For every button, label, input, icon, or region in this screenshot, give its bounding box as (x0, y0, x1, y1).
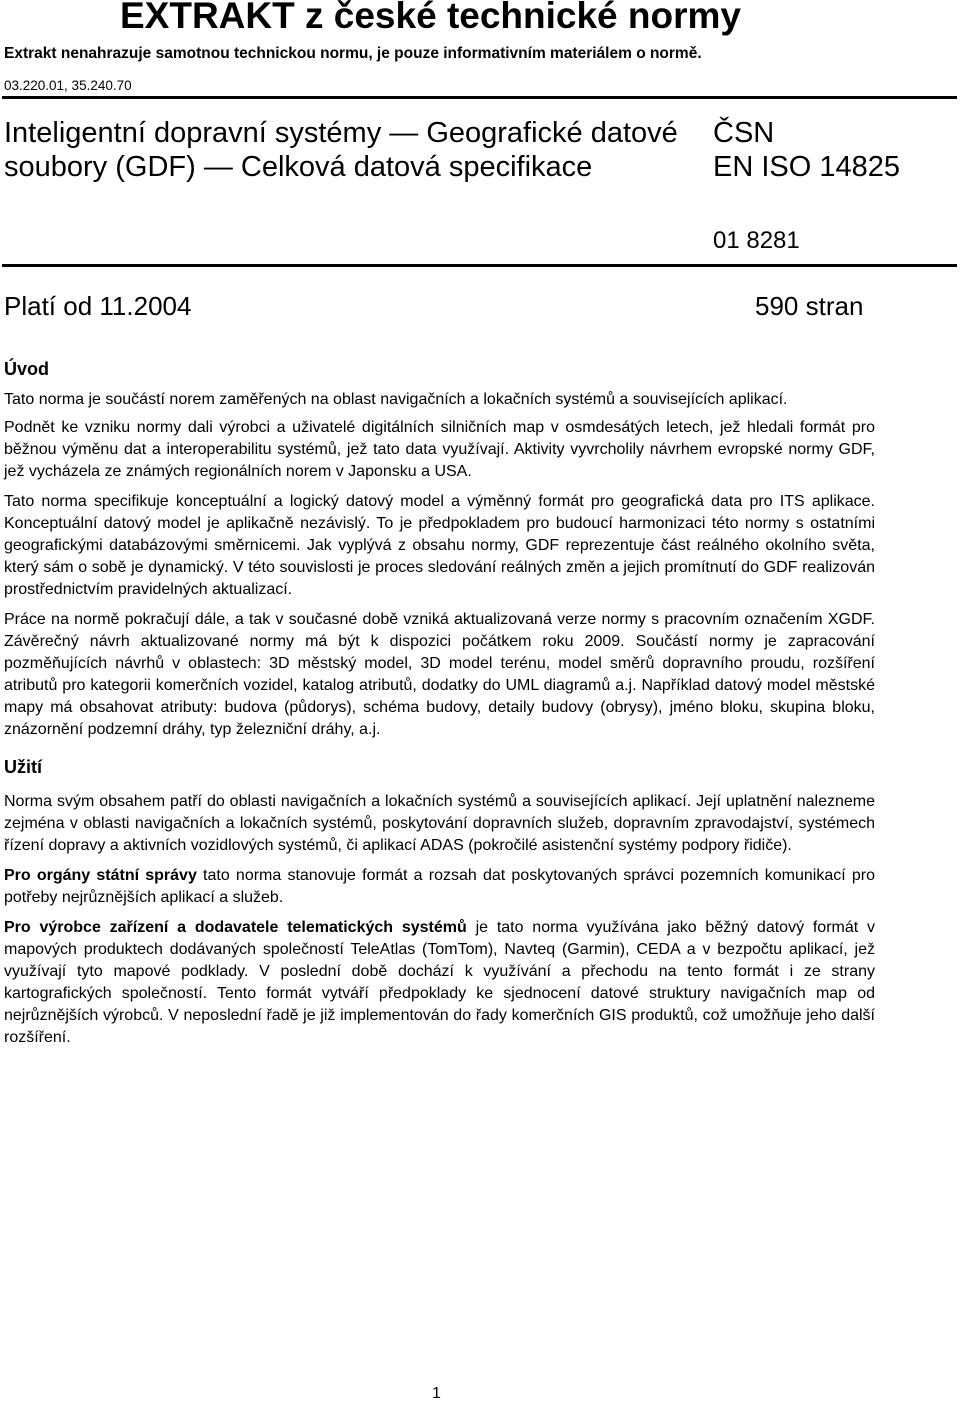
intro-paragraph-1: Tato norma je součástí norem zaměřených na oblast navigačních a lokačních systémů a souvisejících aplikací. (4, 391, 788, 408)
ics-code: 03.220.01, 35.240.70 (4, 78, 132, 93)
usage-paragraph-2-lead: Pro orgány státní správy (4, 867, 197, 884)
usage-paragraph-1: Norma svým obsahem patří do oblasti navigačních a lokačních systémů a souvisejících aplikací. Její uplatnění nalezneme zejména v oblasti navigačních a lokačních systémů, poskytování dopravních služeb, dopravním zpravodajství, systémech řízení dopravy a aktivních vozidlových systémů, či aplikací ADAS (pokročilé asistenční systémy podpory řidiče). (4, 793, 875, 854)
bottom-divider (2, 264, 957, 267)
intro-paragraph-2: Podnět ke vzniku normy dali výrobci a uživatelé digitálních silničních map v osmdesátých letech, jež hledali formát pro běžnou výměnu dat a interoperabilitu systémů, jež tato data využívají. Aktivity vyvrcholily návrhem evropské normy GDF, jež vycházela ze známých regionálních norem v Japonsku a USA. (4, 419, 875, 480)
usage-paragraph-3-text: je tato norma využívána jako běžný datový formát v mapových produktech dodávaných společností TeleAtlas (TomTom), Navteq (Garmin), CEDA a v bezpočtu aplikací, jež využívají tyto mapové podklady. V poslední době dochází k využívání a přechodu na tento formát i ze strany kartografických společností. Tento formát vytváří předpoklady ke sjednocení datové struktury navigačních map od nejrůznějších výrobců. V neposlední řadě je již implementován do řady komerčních GIS produktů, což umožňuje jeho další rozšíření. (4, 919, 876, 1046)
document-title: Inteligentní dopravní systémy — Geografické datové soubory (GDF) — Celková datová specifikace (4, 117, 678, 183)
banner-title: EXTRAKT z české technické normy (120, 0, 741, 36)
standard-prefix: ČSN (713, 117, 775, 149)
usage-paragraph-3 (4, 917, 875, 1049)
usage-paragraph-3-lead: Pro výrobce zařízení a dodavatele telematických systémů (4, 919, 467, 936)
intro-paragraph-4: Práce na normě pokračují dále, a tak v současné době vzniká aktualizovaná verze normy s pracovním označením XGDF. Závěrečný návrh aktualizované normy má být k dispozici počátkem roku 2009. Součástí normy je zapracování pozměňujících návrhů v oblastech: 3D městský model, 3D model terénu, model směrů dopravního proudu, rozšíření atributů pro kategorii komerčních vozidel, katalog atributů, dodatky do UML diagramů a.j. Například datový model městské mapy má obsahovat atributy: budova (půdorys), schéma budovy, detaily budovy (obrysy), jméno bloku, skupina bloku, znázornění podzemní dráhy, typ železniční dráhy, a.j. (4, 611, 875, 738)
usage-paragraph-2-text: tato norma stanovuje formát a rozsah dat poskytovaných správci pozemních komunikací pro potřeby nejrůznějších aplikací a služeb. (4, 867, 875, 906)
disclaimer: Extrakt nenahrazuje samotnou technickou normu, je pouze informativním materiálem o normě. (4, 45, 702, 62)
document-body (4, 355, 875, 1057)
class-code: 01 8281 (713, 227, 800, 254)
section-heading-intro: Úvod (4, 359, 49, 379)
standard-number: EN ISO 14825 (713, 151, 900, 183)
usage-paragraph-2 (4, 865, 875, 909)
section-heading-usage: Užití (4, 757, 42, 777)
intro-paragraph-3: Tato norma specifikuje konceptuální a logický datový model a výměnný formát pro geografická data pro ITS aplikace. Konceptuální datový model je aplikačně nezávislý. To je předpokladem pro budoucí harmonizaci této normy s ostatními geografickými databázovými směrnicemi. Jak vyplývá z obsahu normy, GDF reprezentuje část reálného okolního světa, který sám o sobě je dynamický. V této souvislosti je proces sledování reálných změn a jejich promítnutí do GDF realizován prostřednictvím pravidelných aktualizací. (4, 493, 875, 598)
valid-from: Platí od 11.2004 (4, 291, 192, 321)
page-number: 1 (432, 1385, 441, 1402)
top-divider (2, 96, 957, 99)
page-count: 590 stran (755, 291, 864, 321)
